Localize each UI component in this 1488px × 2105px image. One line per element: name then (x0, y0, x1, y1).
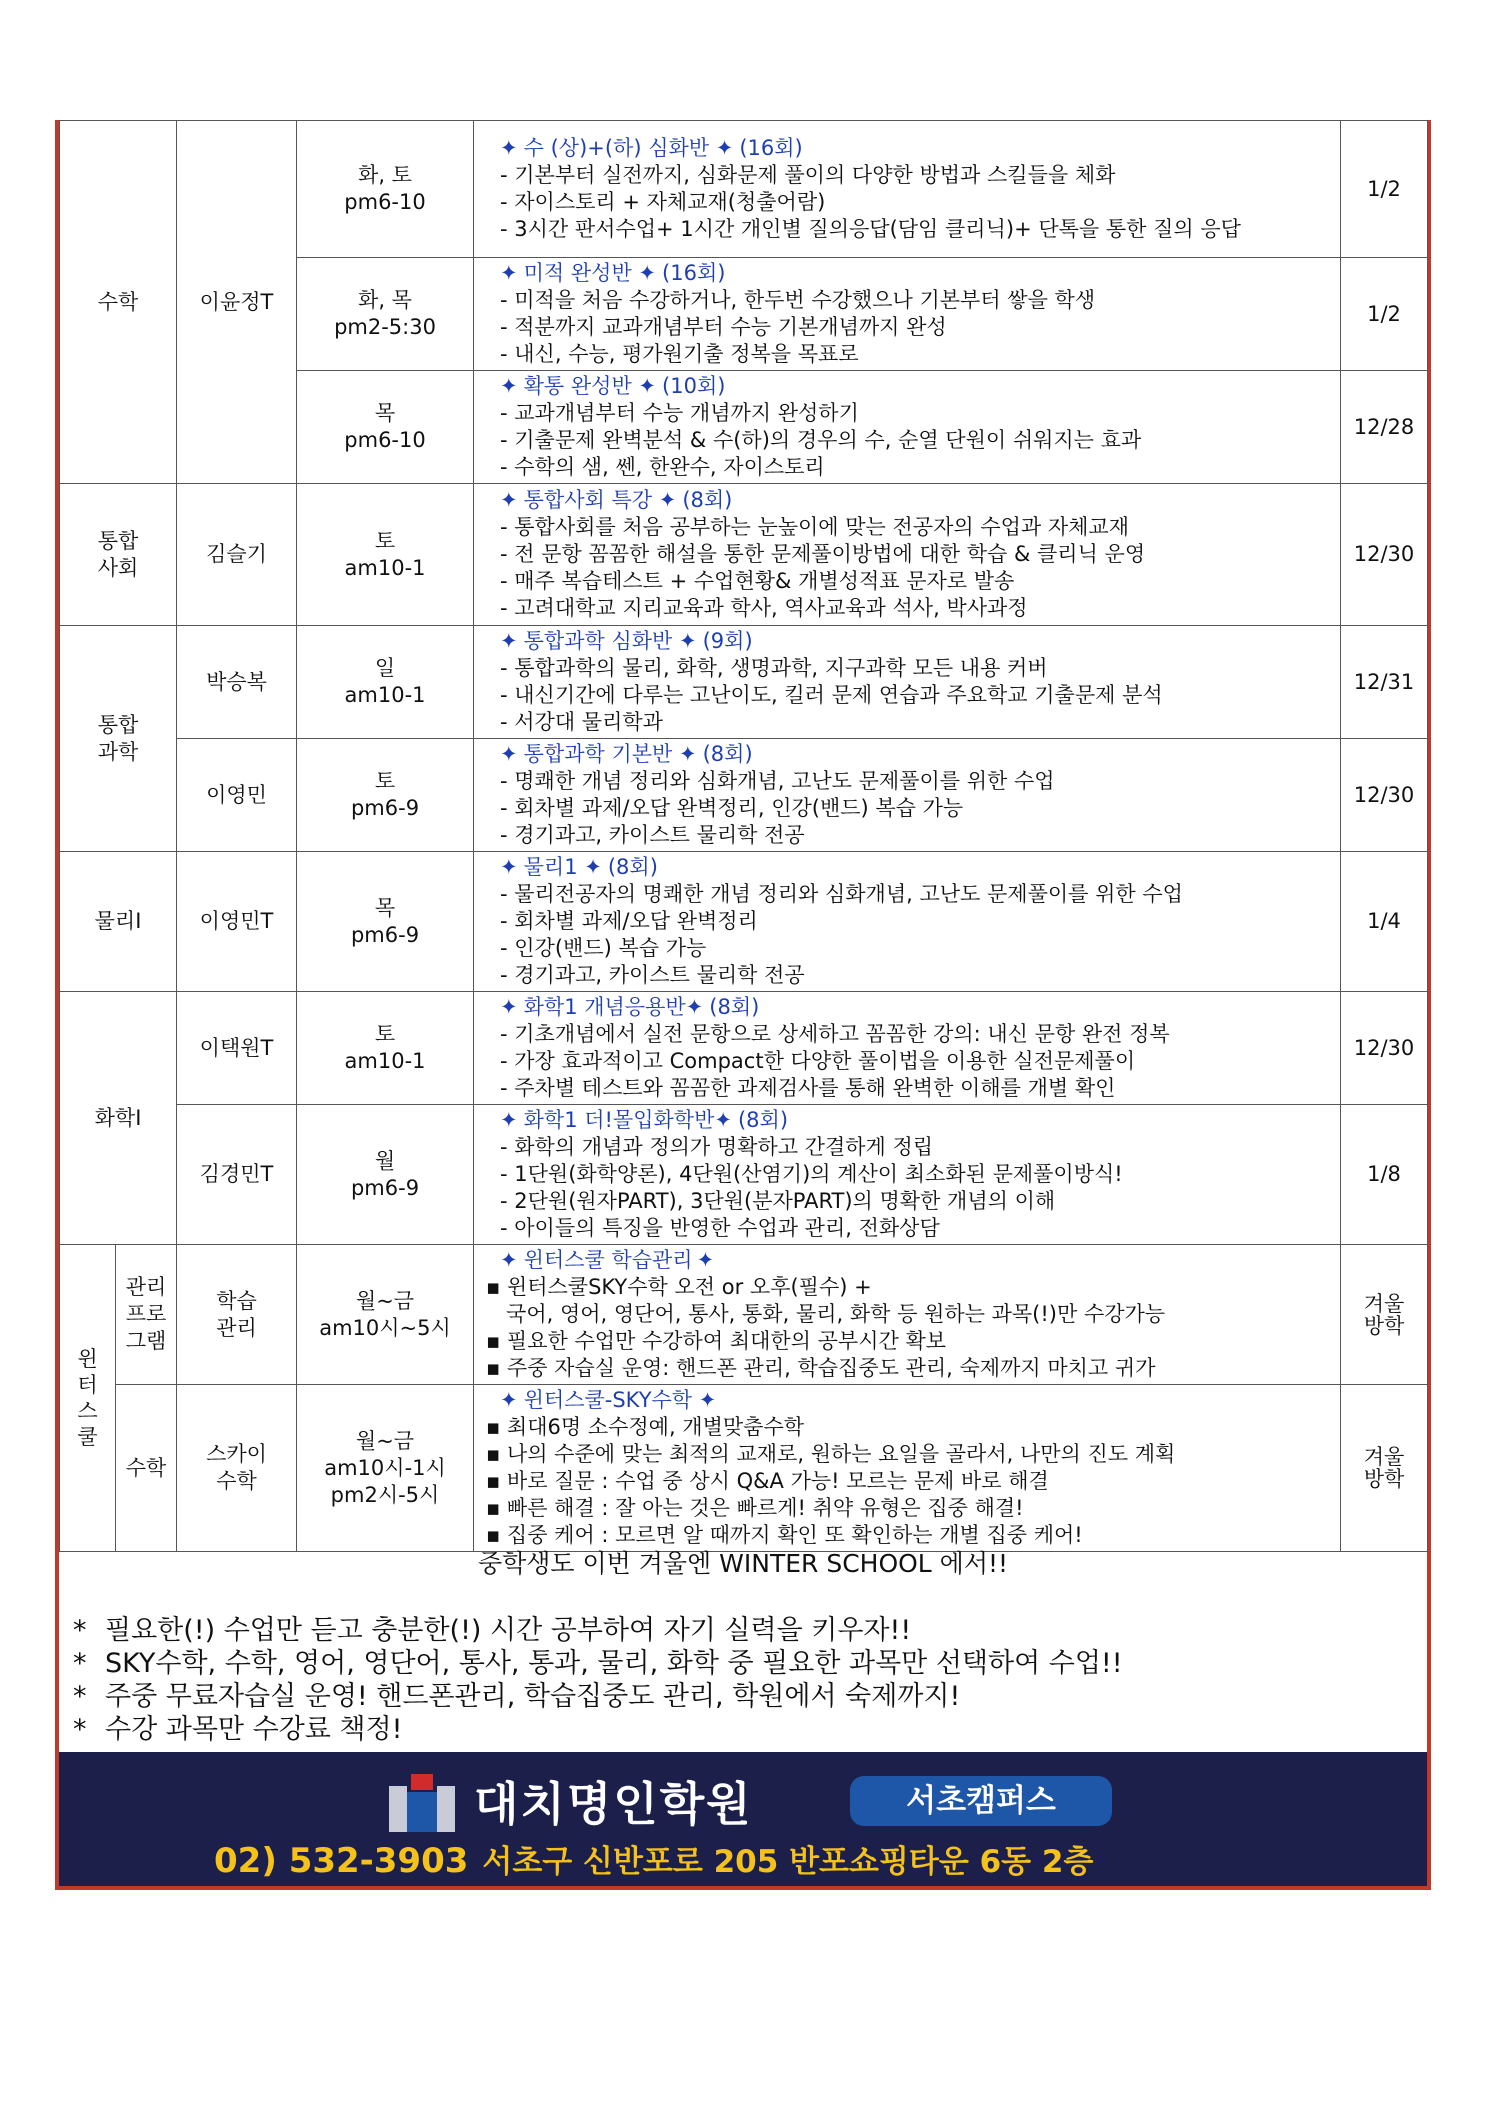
list-item: * 주중 무료자습실 운영! 핸드폰관리, 학습집중도 관리, 학원에서 숙제까지! (73, 1681, 961, 1712)
description-cell: ✦ 화학1 개념응용반✦ (8회) - 기초개념에서 실전 문항으로 상세하고 꼼꼼한 강의: 내신 문항 완전 정복 - 가장 효과적이고 Compact한 다양한 풀이법을 이용한 실전문제풀이 - 주차별 테스트와 꼼꼼한 과제검사를 통해 완벽한 이해를 개별 확인 (474, 992, 1341, 1105)
bullet-list (73, 1614, 1427, 1746)
start-date: 1/2 (1341, 121, 1428, 258)
table-row (60, 121, 1428, 258)
time-cell: 월~금 am10시-1시 pm2시-5시 (297, 1385, 474, 1552)
course-title: ✦ 통합과학 기본반 ✦ (8회) (500, 742, 753, 766)
subject-cell: 통합 사회 (60, 484, 177, 626)
teacher-cell: 스카이 수학 (177, 1385, 297, 1552)
course-title: ✦ 윈터스쿨-SKY수학 ✦ (500, 1388, 717, 1412)
star-icon: ✦ (679, 629, 697, 653)
star-icon: ✦ (638, 261, 657, 285)
teacher-cell: 이윤정T (177, 121, 297, 484)
start-date: 12/30 (1341, 739, 1428, 852)
description-cell: ✦ 통합과학 기본반 ✦ (8회) - 명쾌한 개념 정리와 심화개념, 고난도 문제풀이를 위한 수업 - 회차별 과제/오답 완벽정리, 인강(밴드) 복습 가능 - 경기과고, 카이스트 물리학 전공 (474, 739, 1341, 852)
star-icon: ✦ (500, 742, 518, 766)
asterisk-icon: * (73, 1681, 87, 1712)
star-icon: ✦ (500, 136, 518, 160)
time-cell: 월 pm6-9 (297, 1105, 474, 1245)
asterisk-icon: * (73, 1648, 87, 1679)
list-item: * 수강 과목만 수강료 책정! (73, 1714, 403, 1745)
star-icon: ✦ (685, 995, 704, 1019)
star-icon: ✦ (500, 629, 518, 653)
star-icon: ✦ (500, 1248, 518, 1272)
time-cell: 일 am10-1 (297, 626, 474, 739)
star-icon: ✦ (658, 488, 677, 512)
star-icon: ✦ (679, 742, 697, 766)
start-date: 1/8 (1341, 1105, 1428, 1245)
course-title: ✦ 확통 완성반 ✦ (10회) (500, 374, 726, 398)
course-title: ✦ 통합과학 심화반 ✦ (9회) (500, 629, 753, 653)
academy-banner (59, 1752, 1427, 1886)
teacher-cell: 이영민 (177, 739, 297, 852)
table-row (60, 1245, 1428, 1385)
start-date: 1/4 (1341, 852, 1428, 992)
teacher-cell: 이영민T (177, 852, 297, 992)
schedule-table (59, 120, 1428, 1552)
table-row (60, 626, 1428, 739)
course-title: ✦ 화학1 더!몰입화학반✦ (8회) (500, 1108, 789, 1132)
course-title: ✦ 수 (상)+(하) 심화반 ✦ (16회) (500, 136, 803, 160)
table-row (60, 1105, 1428, 1245)
star-icon: ✦ (500, 261, 518, 285)
start-date: 1/2 (1341, 258, 1428, 371)
description-cell: ✦ 윈터스쿨 학습관리 ✦ ▪ 윈터스쿨SKY수학 오전 or 오후(필수) + 국어, 영어, 영단어, 통사, 통화, 물리, 화학 등 원하는 과목(!)만 수강가능 ▪ 필요한 수업만 수강하여 최대한의 공부시간 확보 ▪ 주중 자습실 운영: 핸드폰 관리, 학습집중도 관리, 숙제까지 마치고 귀가 (474, 1245, 1341, 1385)
teacher-cell: 이택원T (177, 992, 297, 1105)
subgroup-cell: 수학 (116, 1385, 177, 1552)
notes-section (59, 1522, 1427, 1752)
time-cell: 월~금 am10시~5시 (297, 1245, 474, 1385)
star-icon: ✦ (500, 855, 518, 879)
group-cell: 윈터스쿨 (60, 1245, 116, 1552)
star-icon: ✦ (638, 374, 657, 398)
star-icon: ✦ (715, 136, 734, 160)
star-icon: ✦ (714, 1108, 732, 1132)
star-icon: ✦ (500, 1108, 518, 1132)
star-icon: ✦ (698, 1388, 717, 1412)
contact-line (214, 1836, 1093, 1881)
headline: 중학생도 이번 겨울엔 WINTER SCHOOL 에서!! (477, 1549, 1009, 1578)
teacher-cell: 김경민T (177, 1105, 297, 1245)
table-row (60, 484, 1428, 626)
time-cell: 목 pm6-9 (297, 852, 474, 992)
academy-logo-icon (389, 1774, 455, 1832)
description-cell: ✦ 윈터스쿨-SKY수학 ✦ ▪ 최대6명 소수정예, 개별맞춤수학 ▪ 나의 수준에 맞는 최적의 교재로, 원하는 요일을 골라서, 나만의 진도 계획 ▪ 바로 질문 : 수업 중 상시 Q&A 가능! 모르는 문제 바로 해결 ▪ 빠른 해결 : 잘 아는 것은 빠르게! 취약 유형은 집중 해결! ▪ 집중 케어 : 모르면 알 때까지 확인 또 확인하는 개별 집중 케어! (474, 1385, 1341, 1552)
description-cell: ✦ 통합과학 심화반 ✦ (9회) - 통합과학의 물리, 화학, 생명과학, 지구과학 모든 내용 커버 - 내신기간에 다루는 고난이도, 킬러 문제 연습과 주요학교 기출문제 분석 - 서강대 물리학과 (474, 626, 1341, 739)
table-row (60, 852, 1428, 992)
star-icon: ✦ (584, 855, 602, 879)
course-title: ✦ 미적 완성반 ✦ (16회) (500, 261, 726, 285)
star-icon: ✦ (500, 488, 518, 512)
course-title: ✦ 윈터스쿨 학습관리 ✦ (500, 1248, 715, 1272)
subject-cell: 물리I (60, 852, 177, 992)
subject-cell: 통합 과학 (60, 626, 177, 852)
start-date: 12/28 (1341, 371, 1428, 484)
description-cell: ✦ 화학1 더!몰입화학반✦ (8회) - 화학의 개념과 정의가 명확하고 간결하게 정립 - 1단원(화학양론), 4단원(산염기)의 계산이 최소화된 문제풀이방식! - 2단원(원자PART), 3단원(분자PART)의 명확한 개념의 이해 - 아이들의 특징을 반영한 수업과 관리, 전화상담 (474, 1105, 1341, 1245)
list-item: * SKY수학, 수학, 영어, 영단어, 통사, 통과, 물리, 화학 중 필요한 과목만 선택하여 수업!! (73, 1648, 1123, 1679)
list-item: * 필요한(!) 수업만 듣고 충분한(!) 시간 공부하여 자기 실력을 키우자!! (73, 1615, 912, 1646)
table-row (60, 739, 1428, 852)
star-icon: ✦ (500, 995, 518, 1019)
address: 서초구 신반포로 205 반포쇼핑타운 6동 2층 (482, 1844, 1094, 1880)
time-cell: 토 am10-1 (297, 992, 474, 1105)
course-title: ✦ 화학1 개념응용반✦ (8회) (500, 995, 760, 1019)
start-date: 12/31 (1341, 626, 1428, 739)
subject-cell: 화학I (60, 992, 177, 1245)
subgroup-cell: 관리 프로 그램 (116, 1245, 177, 1385)
asterisk-icon: * (73, 1615, 87, 1646)
course-title: ✦ 물리1 ✦ (8회) (500, 855, 658, 879)
course-title: ✦ 통합사회 특강 ✦ (8회) (500, 488, 733, 512)
star-icon: ✦ (696, 1248, 715, 1272)
asterisk-icon: * (73, 1714, 87, 1745)
star-icon: ✦ (500, 1388, 518, 1412)
teacher-cell: 김슬기 (177, 484, 297, 626)
start-date: 12/30 (1341, 484, 1428, 626)
teacher-cell: 박승복 (177, 626, 297, 739)
star-icon: ✦ (500, 374, 518, 398)
time-cell: 토 am10-1 (297, 484, 474, 626)
teacher-cell: 학습 관리 (177, 1245, 297, 1385)
start-date: 12/30 (1341, 992, 1428, 1105)
phone-number: 02) 532-3903 (214, 1841, 469, 1881)
subject-cell: 수학 (60, 121, 177, 484)
academy-name: 대치명인학원 (474, 1777, 753, 1831)
time-cell: 목 pm6-10 (297, 371, 474, 484)
time-cell: 화, 목 pm2-5:30 (297, 258, 474, 371)
start-date: 겨울 방학 (1341, 1385, 1428, 1552)
description-cell: ✦ 통합사회 특강 ✦ (8회) - 통합사회를 처음 공부하는 눈높이에 맞는 전공자의 수업과 자체교재 - 전 문항 꼼꼼한 해설을 통한 문제풀이방법에 대한 학습 & 클리닉 운영 - 매주 복습테스트 + 수업현황& 개별성적표 문자로 발송 - 고려대학교 지리교육과 학사, 역사교육과 석사, 박사과정 (474, 484, 1341, 626)
description-cell: ✦ 수 (상)+(하) 심화반 ✦ (16회) - 기본부터 실전까지, 심화문제 풀이의 다양한 방법과 스킬들을 체화 - 자이스토리 + 자체교재(청출어람) - 3시간 판서수업+ 1시간 개인별 질의응답(담임 클리닉)+ 단톡을 통한 질의 응답 (474, 121, 1341, 258)
campus-badge: 서초캠퍼스 (850, 1776, 1112, 1826)
description-cell: ✦ 미적 완성반 ✦ (16회) - 미적을 처음 수강하거나, 한두번 수강했으나 기본부터 쌓을 학생 - 적분까지 교과개념부터 수능 기본개념까지 완성 - 내신, 수능, 평가원기출 정복을 목표로 (474, 258, 1341, 371)
description-cell: ✦ 물리1 ✦ (8회) - 물리전공자의 명쾌한 개념 정리와 심화개념, 고난도 문제풀이를 위한 수업 - 회차별 과제/오답 완벽정리 - 인강(밴드) 복습 가능 - 경기과고, 카이스트 물리학 전공 (474, 852, 1341, 992)
time-cell: 화, 토 pm6-10 (297, 121, 474, 258)
start-date: 겨울 방학 (1341, 1245, 1428, 1385)
table-row (60, 992, 1428, 1105)
description-cell: ✦ 확통 완성반 ✦ (10회) - 교과개념부터 수능 개념까지 완성하기 - 기출문제 완벽분석 & 수(하)의 경우의 수, 순열 단원이 쉬워지는 효과 - 수학의 샘, 쎈, 한완수, 자이스토리 (474, 371, 1341, 484)
time-cell: 토 pm6-9 (297, 739, 474, 852)
